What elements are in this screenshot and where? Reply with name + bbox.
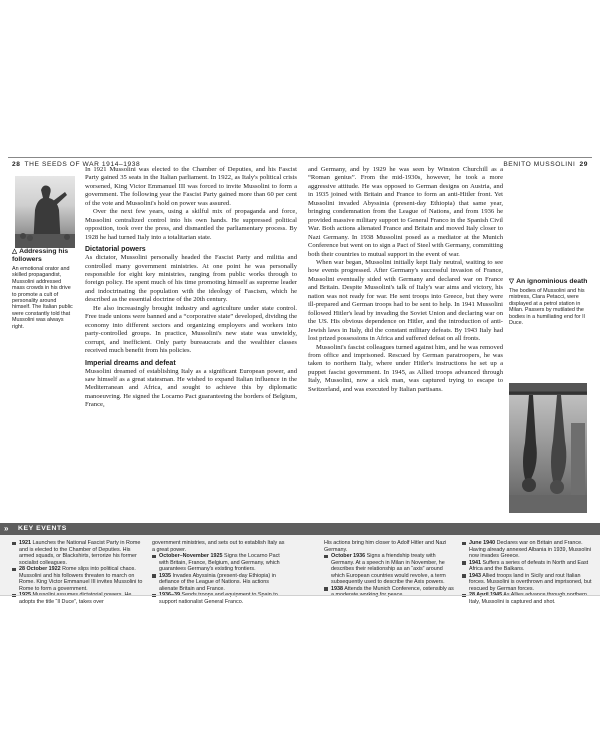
event-text: Attends the Munich Conference, ostensibly as bbox=[344, 585, 454, 592]
caption-title bbox=[509, 278, 589, 286]
event-text: government ministries, and sets out to establish Italy as a great power. bbox=[152, 540, 285, 553]
event-date: 28 October 1922 bbox=[19, 566, 61, 572]
key-events-bottom-rule bbox=[0, 595, 600, 596]
event-text: His actions bring him closer to Adolf Hitler and Nazi Germany. bbox=[324, 540, 447, 553]
event-date: 1943 bbox=[469, 572, 481, 579]
event-text: Allied troops land in Sicily and rout Italian forces. Mussolini is overthrown and imprisoned, but rescued by German forces. bbox=[469, 572, 592, 592]
event-text: Launches the National Fascist Party in Rome and is elected to the Chamber of Deputies. His armed squads, or Blackshirts, terrorize his former socialist colleagues. bbox=[19, 540, 141, 566]
key-events-bar bbox=[0, 523, 600, 535]
caption-body: The bodies of Mussolini and his mistress, Clara Petacci, were displayed at a petrol station in Milan. Passers by mutilated the bodies in a humiliating end for Il Duce. bbox=[509, 288, 585, 327]
paragraph: As dictator, Mussolini personally headed the Fascist Party and militia and controlled many government ministries. At one point he was personally responsible for eight key ministries, ranging from public works through to foreign policy. He spent much of his time promoting himself as supreme leader and indoctrinating the population with the ideology of Fascism, which he described as the essential doctrine of the 20th century. bbox=[85, 254, 297, 304]
paragraph: When war began, Mussolini initially kept Italy neutral, waiting to see how events progressed. After Germany's successful invasion of France, Mussolini eventually sided with Germany and declared war on France and Britain. Despite Mussolini's talk of Italy's war aims and victory, his nation was not ready for war. He sent troops into Greece, but they were ill-prepared and German troops had to be sent to help. In 1941 Mussolini followed Hitler's lead by invading the Soviet Union and declaring war on the US. His obvious dependence on Hitler, and the introduction of anti-Jewish laws in Italy, did the constant military defeats. By 1943 Italy had lost prized possessions in Africa and suffered defeat on all fronts. bbox=[308, 258, 503, 343]
event-date: June 1940 bbox=[469, 540, 496, 546]
caption-ignominious-death bbox=[509, 278, 589, 326]
key-event bbox=[152, 573, 288, 593]
event-text: Rome slips into political chaos. Mussolini and his followers threaten to march on Rome. King Victor Emmanuel III invites Mussolini to Rome to form a government. bbox=[19, 566, 143, 592]
paragraph: He also increasingly brought industry and agriculture under state control. Free trade unions were banned and a “corporative state” developed, dividing the economy into different sectors and organizing employers and workers into party-controlled groups. In practice, Mussolini's new state was unwieldy, corrupt, and inefficient. Only party bureaucrats and the wealthier classes received much benefit from his policies. bbox=[85, 304, 297, 355]
caption-title bbox=[12, 248, 74, 264]
article-column-1 bbox=[85, 166, 297, 410]
subheading-dictatorial-powers: Dictatorial powers bbox=[85, 246, 146, 254]
triangle-up-icon: △ bbox=[12, 248, 18, 255]
photo-mussolini-addressing-crowd bbox=[15, 176, 75, 248]
event-date: October–November 1925 bbox=[159, 553, 223, 559]
section-title: BENITO MUSSOLINI bbox=[503, 161, 576, 168]
key-events-column-3 bbox=[324, 540, 458, 599]
running-header-right bbox=[503, 161, 588, 168]
subheading-imperial-dreams: Imperial dreams and defeat bbox=[85, 359, 176, 367]
key-event bbox=[152, 592, 288, 605]
event-date: 1935 bbox=[159, 572, 171, 579]
event-date: 1941 bbox=[469, 559, 481, 566]
event-date: October 1936 bbox=[331, 553, 366, 559]
page-number-left: 28 bbox=[12, 161, 21, 168]
event-text: support nationalist General Franco. bbox=[159, 598, 244, 605]
page-number-right: 29 bbox=[579, 161, 588, 168]
caption-title-text: Addressing his followers bbox=[12, 248, 69, 263]
caption-addressing-followers bbox=[12, 248, 74, 330]
key-event bbox=[12, 540, 146, 566]
double-chevron-right-icon: » bbox=[4, 524, 9, 533]
event-text: Invades Abyssinia (present-day Ethiopia) in defiance of the League of Nations. His actions alienate Britain and France. bbox=[159, 572, 276, 592]
key-event bbox=[152, 553, 288, 573]
paragraph: In 1921 Mussolini was elected to the Chamber of Deputies, and his Fascist Party gained 35 seats in the Italian parliament. In 1922, as Italy's political crisis worsened, King Victor Emmanuel III was forced to invite Mussolini to form a government. The following year the Fascist Party gained more than 60 per cent of the vote and Mussolini's hold on power was assured. bbox=[85, 166, 297, 207]
key-event bbox=[12, 592, 146, 605]
event-text: Signs a friendship treaty with Germany. At a speech in Milan in November, he describes their relationship as an “axis” around which European countries would revolve, a term subsequently used to describe the Axis powers. bbox=[331, 553, 446, 585]
key-event bbox=[462, 573, 594, 593]
event-text: Signs the Locarno Pact with Britain, France, Belgium, and Germany, which guarantees Germany's existing frontiers. bbox=[159, 553, 280, 572]
key-event bbox=[462, 540, 594, 560]
triangle-down-icon: ▽ bbox=[509, 278, 515, 285]
chapter-title: THE SEEDS OF WAR 1914–1938 bbox=[24, 161, 141, 168]
header-rule bbox=[8, 157, 592, 158]
caption-body: An emotional orator and skilled propagandist, Mussolini addressed mass crowds in his drive to promote a cult of personality around himself. The Italian public were constantly told that Mussolini was always right. bbox=[12, 266, 73, 330]
key-event bbox=[462, 592, 594, 605]
paragraph: Mussolini dreamed of establishing Italy as a significant European power, and saw himself as a great statesman. He wished to expand Italian influence in the Mediterranean and Africa, and sought to achieve this by diplomatic manoeuvring. He signed the Locarno Pact guaranteeing the borders of Belgium, France, bbox=[85, 367, 297, 409]
paragraph: Over the next few years, using a skilful mix of propaganda and force, Mussolini centralized control into his own hands. He suppressed political opposition, took over the press, and dismantled the parliamentary process. By 1928 he had turned Italy into a totalitarian state. bbox=[85, 208, 297, 241]
event-text: adopts the title “Il Duce”, takes over bbox=[19, 598, 104, 605]
key-event-continued bbox=[152, 540, 288, 553]
event-text: Declares war on Britain and France. Having already annexed Albania in 1939, Mussolini now invades Greece. bbox=[469, 540, 591, 559]
caption-title-text: An ignominious death bbox=[516, 278, 588, 285]
event-date: 1921 bbox=[19, 540, 31, 546]
key-event bbox=[12, 566, 146, 592]
event-text: Suffers a series of defeats in North and East Africa and the Balkans. bbox=[469, 559, 589, 572]
event-text: Italy, Mussolini is captured and shot. bbox=[469, 598, 556, 605]
photo-mussolini-bodies bbox=[509, 383, 587, 513]
key-event bbox=[324, 586, 458, 599]
key-event bbox=[462, 560, 594, 573]
key-event-continued bbox=[324, 540, 458, 553]
key-event bbox=[324, 553, 458, 586]
key-events-title: KEY EVENTS bbox=[18, 525, 67, 532]
paragraph: and Germany, and by 1929 he was seen by Winston Churchill as a “Roman genius”. From the mid-1930s, however, he took a more aggressive attitude. He was opposed to German designs on Austria, and in 1935 joined with Britain and France to form an anti-Hitler front. Yet Mussolini invaded Abyssinia (present-day Ethiopia) that same year, bringing condemnation from the League of Nations, and from 1936 he provided massive military support to General Franco in the Spanish Civil War. Both actions alienated France and Britain and moved Italy closer to Nazi Germany. In 1938 Mussolini posed as a mediator at the Munich Conference but went on to sign a Pact of Steel with Germany, committing both their countries to mutual support in the event of war. bbox=[308, 166, 503, 258]
article-column-2 bbox=[308, 166, 503, 394]
event-date: 1938 bbox=[331, 585, 343, 592]
paragraph: Mussolini's fascist colleagues turned against him, and he was removed from office and imprisoned. Rescued by German paratroopers, he was taken to northern Italy, where under Hitler's instructions he set up a puppet fascist government. In 1945, as Allied troops advanced through Italy, Mussolini, now a sick man, was captured trying to escape to Switzerland, and was executed by Italian partisans. bbox=[308, 343, 503, 393]
